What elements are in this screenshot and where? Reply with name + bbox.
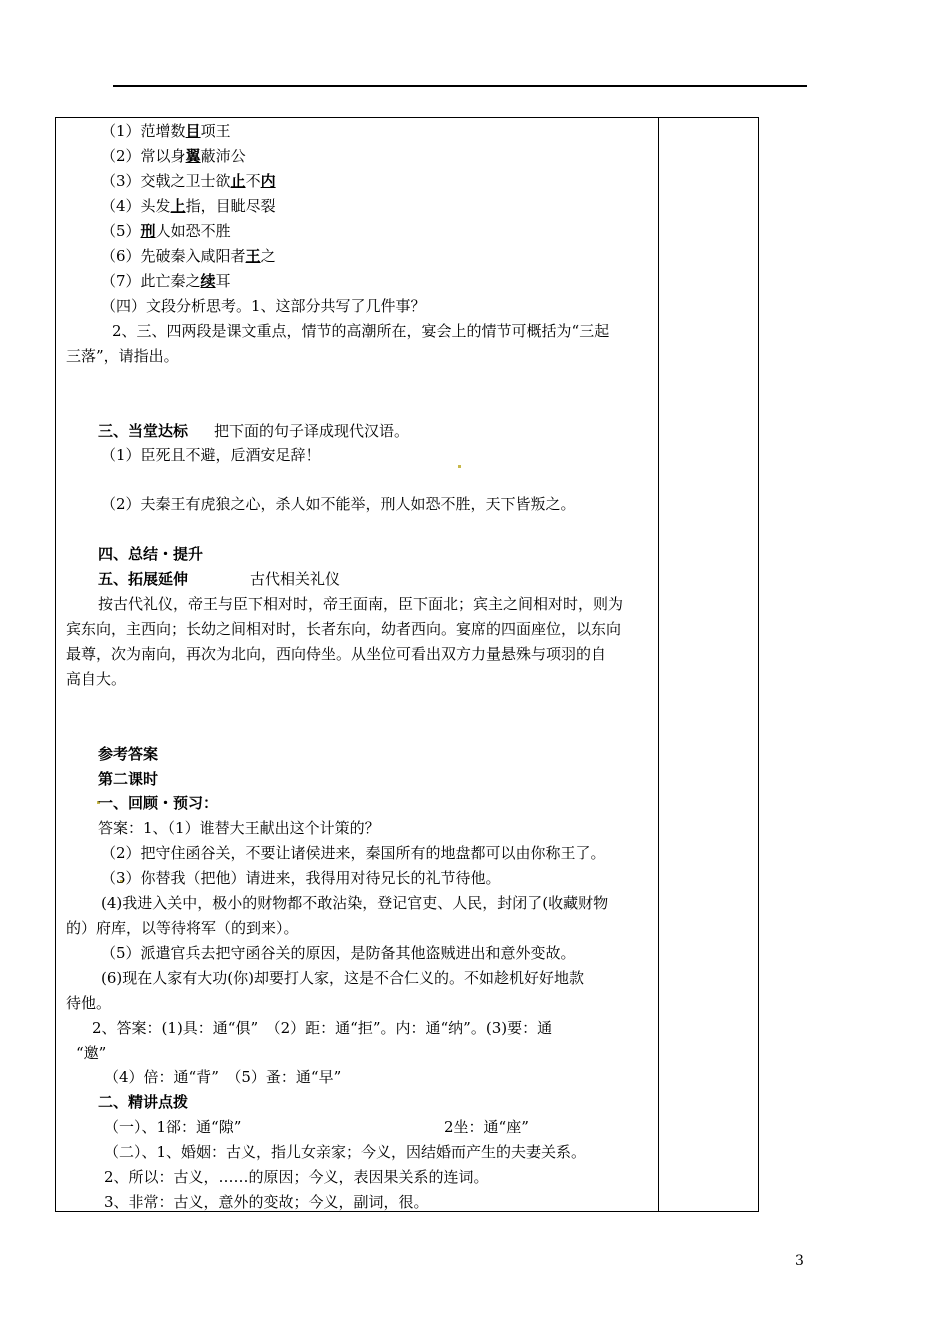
answers-part-2-heading: 二、精讲点拨 (98, 1093, 189, 1111)
scan-speck (458, 465, 461, 468)
question-4b-line-1: 2、三、四两段是课文重点，情节的高潮所在，宴会上的情节可概括为“三起 (112, 322, 610, 340)
sentence-1: （1）臣死且不避，卮酒安足辞！ (101, 446, 321, 464)
underlined-word: 上 (170, 197, 186, 215)
item-1: （1）范增数目项王 (101, 122, 231, 140)
item-7: （7）此亡秦之续耳 (101, 272, 231, 290)
item-6: （6）先破秦入咸阳者王之 (101, 247, 276, 265)
underlined-word: 翼 (185, 147, 201, 165)
item-5: （5）刑人如恐不胜 (101, 222, 231, 240)
underlined-word: 内 (260, 172, 276, 190)
section-3-heading: 三、当堂达标 把下面的句子译成现代汉语。 (98, 422, 410, 440)
underlined-word: 止 (230, 172, 246, 190)
answer-6-line-1: (6)现在人家有大功(你)却要打人家，这是不合仁义的。不如趁机好好地款 (101, 969, 584, 987)
question-4b-line-2: 三落”，请指出。 (66, 347, 179, 365)
point-3: 2、所以：古义，……的原因；今义，表因果关系的连词。 (104, 1168, 489, 1186)
sentence-2: （2）夫秦王有虎狼之心，杀人如不能举，刑人如恐不胜，天下皆叛之。 (101, 495, 576, 513)
answers-heading: 参考答案 (98, 745, 159, 763)
section-5-subtitle: 古代相关礼仪 (250, 570, 341, 588)
column-divider (658, 118, 659, 1211)
answer-1: 答案：1、（1）谁替大王献出这个计策的？ (98, 819, 380, 837)
answer-8: （4）倍：通“背” （5）蚤：通“早” (104, 1068, 342, 1086)
answer-4-line-2: 的）府库，以等待将军（的到来）。 (66, 919, 299, 937)
point-2: （二）、1、婚姻：古义，指儿女亲家；今义，因结婚而产生的夫妻关系。 (104, 1143, 587, 1161)
underlined-word: 续 (200, 272, 216, 290)
section-3-instruction: 把下面的句子译成现代汉语。 (214, 422, 410, 440)
lesson-heading: 第二课时 (98, 770, 159, 788)
answer-2: （2）把守住函谷关，不要让诸侯进来，秦国所有的地盘都可以由你称王了。 (101, 844, 606, 862)
answer-3: （3）你替我（把他）请进来，我得用对待兄长的礼节待他。 (101, 869, 501, 887)
page-number: 3 (795, 1253, 804, 1269)
point-1a: （一）、1郤：通“隙” (104, 1118, 242, 1136)
answer-7-line-2: “邀” (76, 1044, 107, 1062)
answer-5: （5）派遣官兵去把守函谷关的原因，是防备其他盗贼进出和意外变故。 (101, 944, 576, 962)
point-4: 3、非常：古义，意外的变故；今义，副词，很。 (104, 1193, 429, 1211)
underlined-word: 刑 (140, 222, 156, 240)
underlined-word: 王 (245, 247, 261, 265)
paragraph-line-2: 宾东向，主西向；长幼之间相对时，长者东向，幼者西向。宴席的四面座位，以东向 (66, 620, 622, 638)
section-5-heading: 五、拓展延伸 古代相关礼仪 (98, 570, 341, 588)
paragraph-line-3: 最尊，次为南向，再次为北向，西向侍坐。从坐位可看出双方力量悬殊与项羽的自 (66, 645, 607, 663)
paragraph-line-1: 按古代礼仪，帝王与臣下相对时，帝王面南，臣下面北；宾主之间相对时，则为 (98, 595, 624, 613)
point-1b: 2坐：通“座” (444, 1118, 529, 1136)
item-4: （4）头发上指，目眦尽裂 (101, 197, 276, 215)
item-2: （2）常以身翼蔽沛公 (101, 147, 246, 165)
item-3: （3）交戟之卫士欲止不内 (101, 172, 276, 190)
answer-6-line-2: 待他。 (66, 994, 112, 1012)
answer-4-line-1: (4)我进入关中，极小的财物都不敢沾染，登记官吏、人民，封闭了(收藏财物 (101, 894, 609, 912)
section-4-heading: 四、总结・提升 (98, 545, 204, 563)
paragraph-line-4: 高自大。 (66, 670, 127, 688)
question-4: （四）文段分析思考。1、这部分共写了几件事？ (101, 297, 426, 315)
underlined-word: 目 (185, 122, 201, 140)
answer-7-line-1: 2、答案：(1)具：通“俱” （2）距：通“拒”。内：通“纳”。(3)要：通 (92, 1019, 553, 1037)
answers-part-1-heading: 一、回顾・预习： (98, 794, 219, 812)
header-rule (113, 85, 807, 87)
